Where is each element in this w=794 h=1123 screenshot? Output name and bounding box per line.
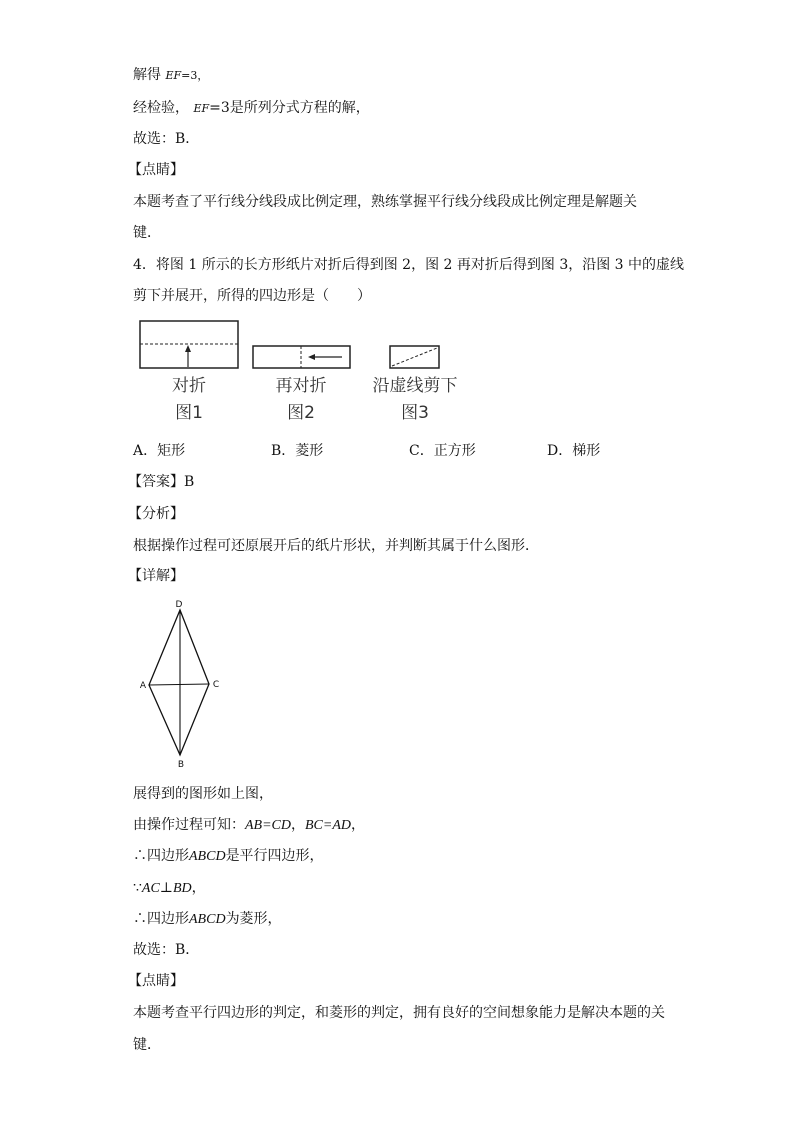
figure-2 [253,346,350,423]
folding-figures [130,315,480,430]
section-heading-dianjing: 【点睛】 [128,162,184,178]
comment2-line-2: 键． [133,1037,161,1053]
text: ∴四边形 [133,911,189,927]
arrow-up-icon [185,345,191,352]
solution-step-4 [133,878,206,899]
figure-2-caption: 再对折 [275,376,327,396]
text: ∴四边形 [133,848,189,864]
vertex-label-c: C [212,680,220,690]
math-abcd: ABCD [189,849,226,864]
figure-3-label: 图3 [401,403,429,423]
comment-line-2: 键． [133,225,161,241]
solution-step-5 [133,909,282,930]
figure-2-label: 图2 [287,403,315,423]
text: 解得 [133,67,161,83]
section-heading-detail: 【详解】 [128,568,184,584]
option-a: A．矩形 [133,443,186,459]
option-d: D．梯形 [547,443,601,459]
text: 经检验， [133,100,189,116]
math-bc-ad: BC=AD [305,818,351,833]
figure-3-caption: 沿虚线剪下 [372,376,458,396]
option-b: B．菱形 [271,443,324,459]
figure-1 [140,321,238,423]
vertex-label-b: B [177,760,185,770]
option-c: C．正方形 [409,443,476,459]
question-stem-line-2: 剪下并展开，所得的四边形是（ ） [133,288,371,304]
figure-3-rect [390,346,439,368]
rhombus-figure [130,594,240,774]
question-stem-line-1: 4．将图 1 所示的长方形纸片对折后得到图 2，图 2 再对折后得到图 3，沿图 3 中的虚线 [133,257,685,273]
text: ， [191,880,206,896]
analysis-text: 根据操作过程可还原展开后的纸片形状，并判断其属于什么图形． [133,538,539,554]
vertex-label-a: A [139,681,147,691]
math-ef: EF [193,102,210,115]
figure-1-caption: 对折 [172,376,206,396]
comment2-line-1: 本题考查平行四边形的判定，和菱形的判定，拥有良好的空间想象能力是解决本题的关 [133,1005,665,1021]
solution-line-2 [133,98,370,119]
math-ab-cd: AB=CD [245,818,291,833]
choice-line: 故选：B． [133,131,200,147]
section-heading-analysis: 【分析】 [128,506,184,522]
solution-step-1: 展得到的图形如上图， [133,786,273,802]
figure-3-cut-line [392,348,437,366]
text: =3， [181,69,209,82]
math-abcd: ABCD [189,912,226,927]
math-ef: EF [165,69,182,82]
arrow-left-icon [308,354,315,360]
text: =3是所列分式方程的解， [209,100,370,116]
figure-1-label: 图1 [175,403,203,423]
vertex-label-d: D [175,600,183,610]
section-heading-dianjing-2: 【点睛】 [128,973,184,989]
solution-step-3 [133,846,324,867]
figure-3 [373,346,458,423]
rhombus-outline [149,610,209,755]
diagonal-ac [149,684,209,685]
text: 由操作过程可知： [133,817,245,833]
solution-step-2 [133,815,365,836]
math-ac-perp-bd: AC⊥BD [141,881,192,896]
text: ∵ [133,880,142,896]
solution-choice: 故选：B． [133,942,200,958]
solution-line-1 [133,65,208,86]
figure-1-rect [140,321,238,368]
answer-line: 【答案】B [128,474,195,490]
text: 是平行四边形， [225,848,324,864]
text: ， [291,817,305,833]
comment-line-1: 本题考查了平行线分线段成比例定理，熟练掌握平行线分线段成比例定理是解题关 [133,194,637,210]
text: 为菱形， [225,911,282,927]
text: ， [351,817,365,833]
